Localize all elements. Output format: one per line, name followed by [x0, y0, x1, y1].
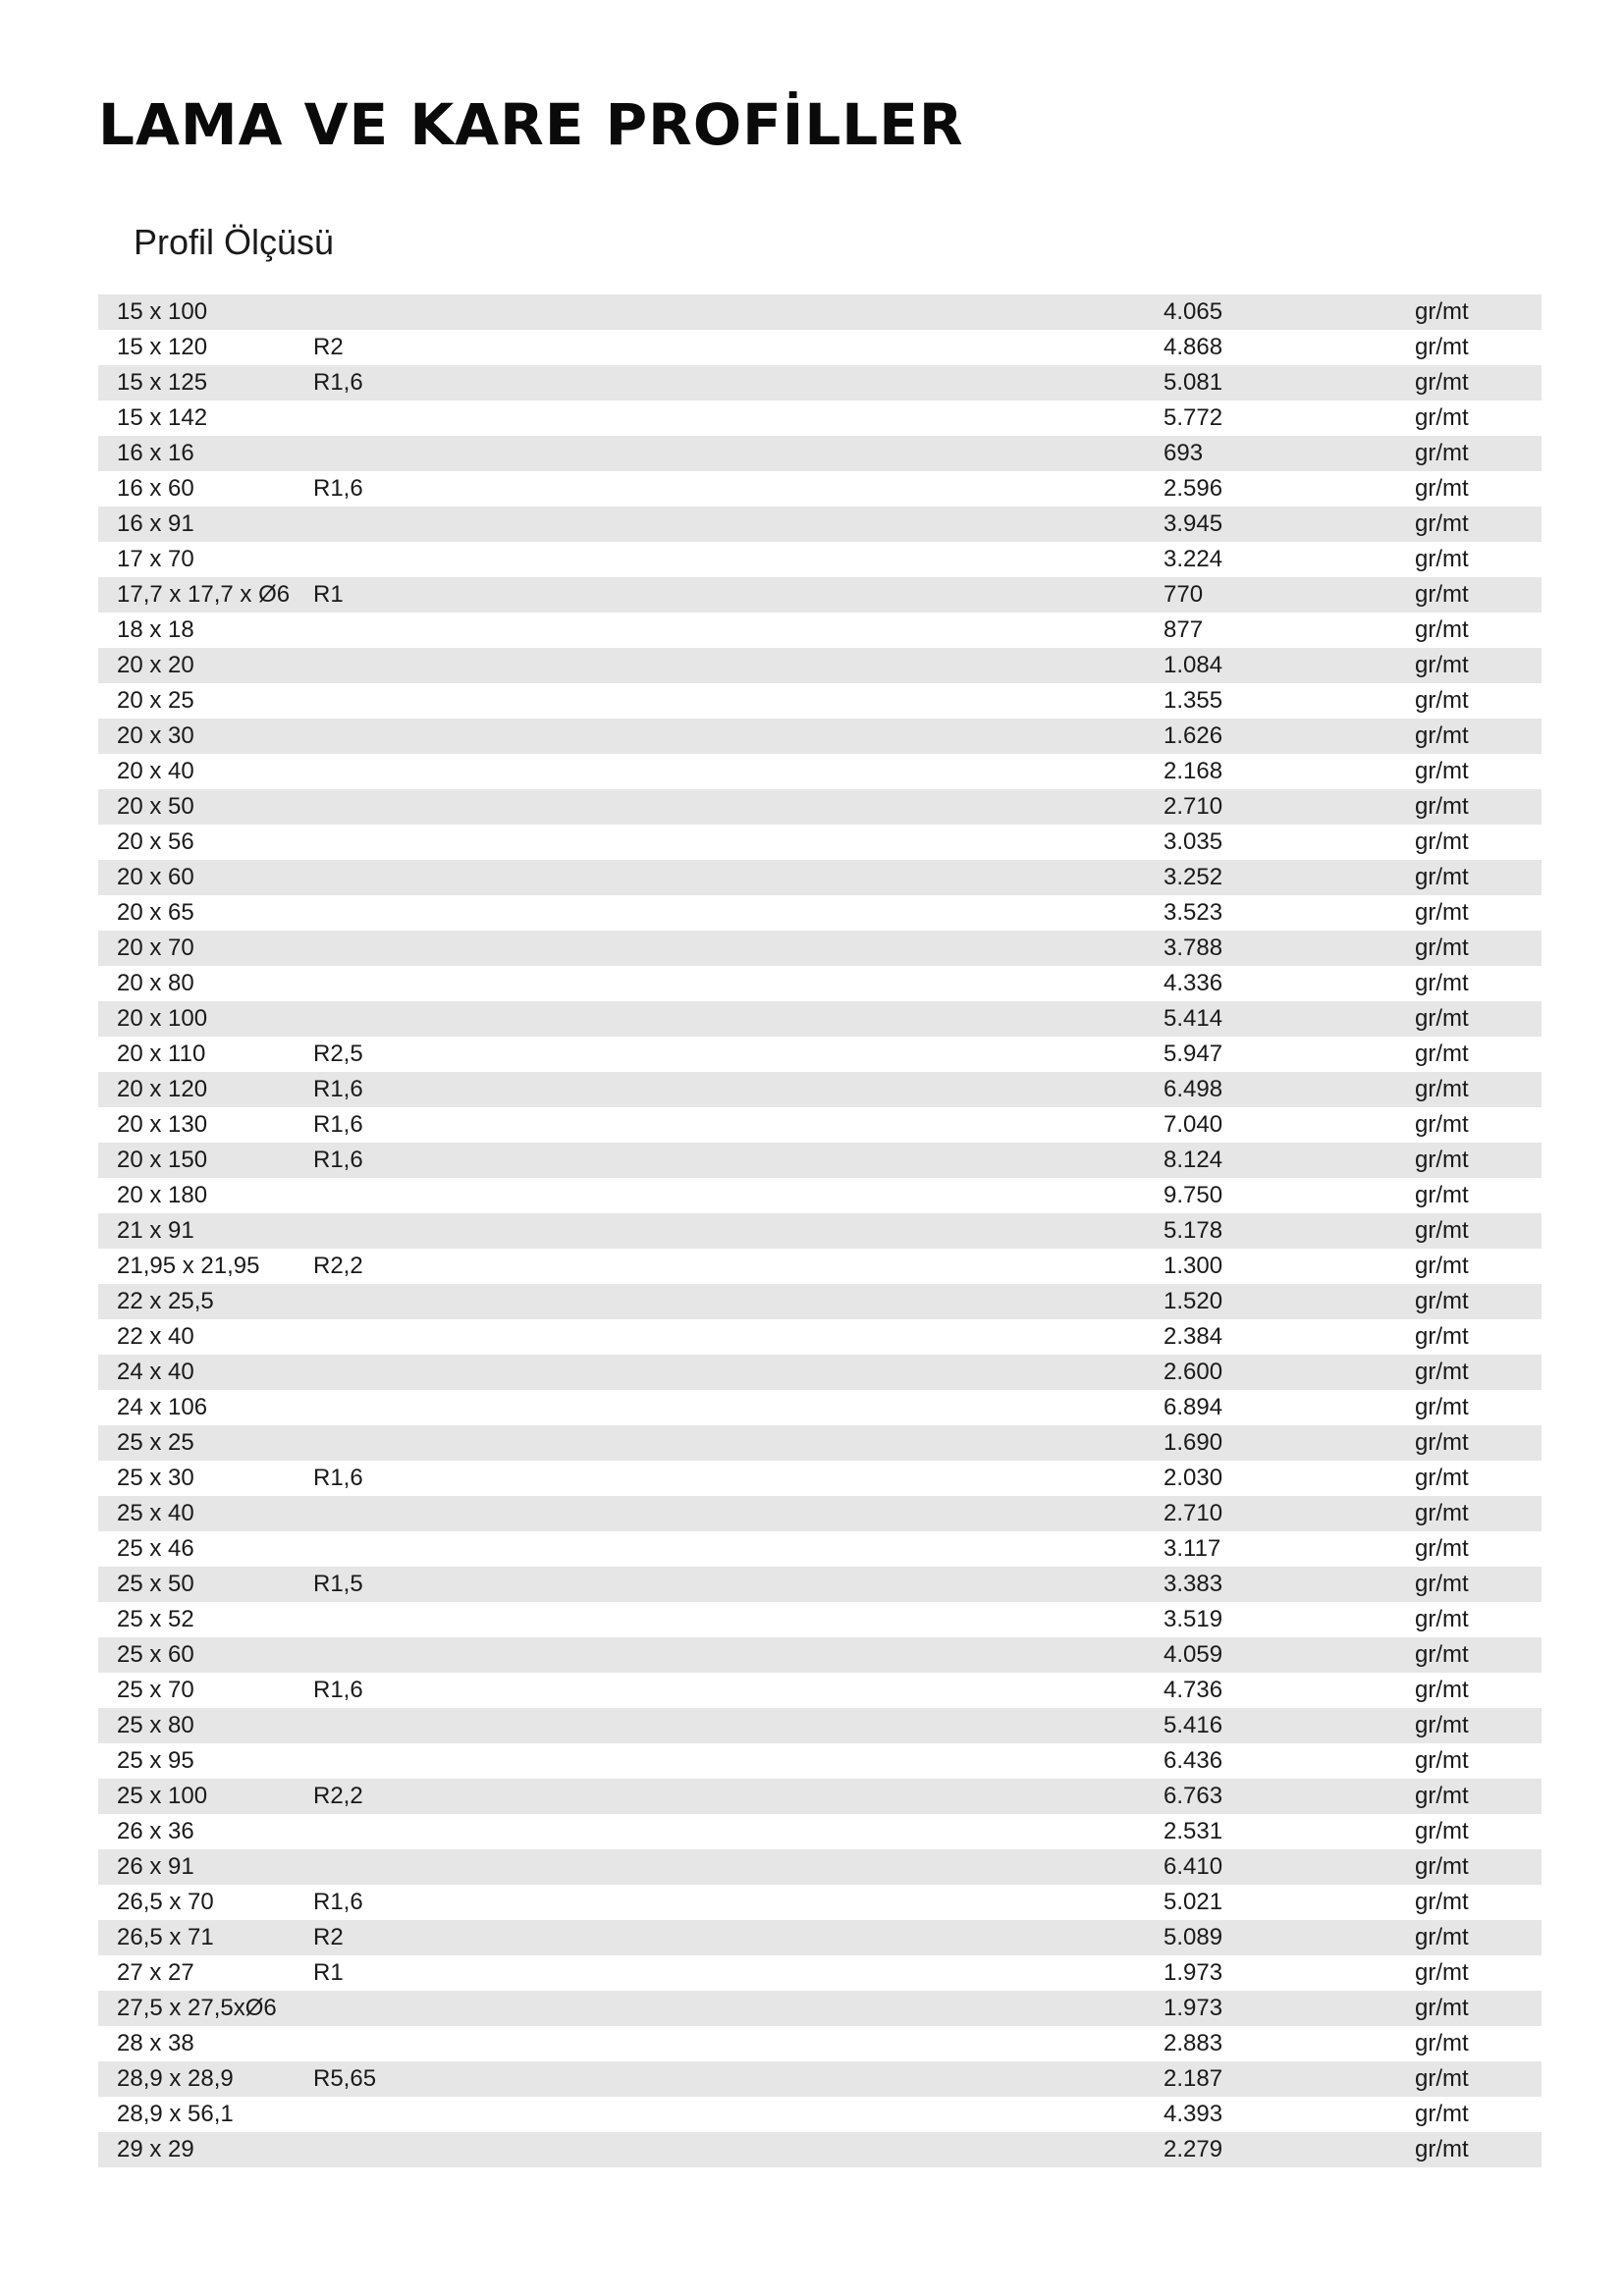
profile-size-cell: 20 x 60 — [117, 864, 194, 890]
unit-cell: gr/mt — [1415, 369, 1469, 396]
profile-size-cell: 16 x 16 — [117, 440, 194, 466]
unit-cell: gr/mt — [1415, 793, 1469, 820]
profile-size-cell: 25 x 100 — [117, 1783, 208, 1809]
profile-size-cell: 21,95 x 21,95 — [117, 1253, 260, 1279]
weight-cell: 3.252 — [1164, 864, 1223, 890]
table-row — [98, 1955, 1542, 1991]
table-row — [98, 613, 1542, 648]
unit-cell: gr/mt — [1415, 475, 1469, 502]
profile-size-cell: 20 x 30 — [117, 722, 194, 749]
unit-cell: gr/mt — [1415, 1394, 1469, 1420]
radius-cell: R1,6 — [313, 1677, 363, 1703]
table-row — [98, 1743, 1542, 1779]
table-row — [98, 1319, 1542, 1355]
table-row — [98, 365, 1542, 400]
table-row — [98, 1849, 1542, 1885]
table-row — [98, 931, 1542, 966]
weight-cell: 4.393 — [1164, 2101, 1223, 2127]
unit-cell: gr/mt — [1415, 1535, 1469, 1562]
radius-cell: R1 — [313, 1959, 344, 1986]
radius-cell: R1 — [313, 581, 344, 608]
profile-size-cell: 26 x 91 — [117, 1853, 194, 1880]
radius-cell: R1,6 — [313, 369, 363, 396]
weight-cell: 2.030 — [1164, 1465, 1223, 1491]
table-row — [98, 2061, 1542, 2097]
weight-cell: 3.035 — [1164, 828, 1223, 855]
weight-cell: 6.763 — [1164, 1783, 1223, 1809]
unit-cell: gr/mt — [1415, 1677, 1469, 1703]
unit-cell: gr/mt — [1415, 1924, 1469, 1950]
unit-cell: gr/mt — [1415, 1288, 1469, 1314]
unit-cell: gr/mt — [1415, 440, 1469, 466]
weight-cell: 3.523 — [1164, 899, 1223, 926]
profile-size-cell: 27,5 x 27,5xØ6 — [117, 1995, 277, 2021]
weight-cell: 1.520 — [1164, 1288, 1223, 1314]
unit-cell: gr/mt — [1415, 2030, 1469, 2056]
profile-size-cell: 20 x 40 — [117, 758, 194, 784]
profile-size-cell: 16 x 91 — [117, 510, 194, 537]
profile-size-cell: 15 x 120 — [117, 334, 208, 360]
table-row — [98, 294, 1542, 330]
table-row — [98, 1249, 1542, 1284]
weight-cell: 3.224 — [1164, 546, 1223, 572]
profile-size-cell: 29 x 29 — [117, 2136, 194, 2163]
unit-cell: gr/mt — [1415, 1429, 1469, 1456]
profile-size-cell: 27 x 27 — [117, 1959, 194, 1986]
profile-size-cell: 28,9 x 56,1 — [117, 2101, 234, 2127]
table-row — [98, 400, 1542, 436]
profile-size-cell: 28 x 38 — [117, 2030, 194, 2056]
profile-size-cell: 20 x 180 — [117, 1182, 208, 1208]
weight-cell: 1.355 — [1164, 687, 1223, 714]
table-row — [98, 789, 1542, 825]
table-row — [98, 683, 1542, 719]
weight-cell: 9.750 — [1164, 1182, 1223, 1208]
weight-cell: 877 — [1164, 616, 1204, 643]
unit-cell: gr/mt — [1415, 1818, 1469, 1844]
weight-cell: 2.883 — [1164, 2030, 1223, 2056]
unit-cell: gr/mt — [1415, 1606, 1469, 1632]
table-row — [98, 1213, 1542, 1249]
weight-cell: 2.710 — [1164, 793, 1223, 820]
weight-cell: 2.279 — [1164, 2136, 1223, 2163]
weight-cell: 2.384 — [1164, 1323, 1223, 1350]
weight-cell: 5.178 — [1164, 1217, 1223, 1244]
radius-cell: R1,6 — [313, 1076, 363, 1102]
profile-size-cell: 25 x 30 — [117, 1465, 194, 1491]
profile-size-cell: 25 x 25 — [117, 1429, 194, 1456]
weight-cell: 2.596 — [1164, 475, 1223, 502]
table-row — [98, 648, 1542, 683]
table-row — [98, 825, 1542, 860]
table-row — [98, 895, 1542, 931]
unit-cell: gr/mt — [1415, 864, 1469, 890]
radius-cell: R1,5 — [313, 1571, 363, 1597]
weight-cell: 770 — [1164, 581, 1204, 608]
table-row — [98, 1602, 1542, 1637]
profile-size-cell: 25 x 46 — [117, 1535, 194, 1562]
table-row — [98, 1708, 1542, 1743]
weight-cell: 5.081 — [1164, 369, 1223, 396]
unit-cell: gr/mt — [1415, 970, 1469, 996]
radius-cell: R1,6 — [313, 1889, 363, 1915]
weight-cell: 8.124 — [1164, 1147, 1223, 1173]
profile-size-cell: 25 x 70 — [117, 1677, 194, 1703]
unit-cell: gr/mt — [1415, 1853, 1469, 1880]
unit-cell: gr/mt — [1415, 1253, 1469, 1279]
table-row — [98, 1072, 1542, 1107]
profile-size-cell: 22 x 25,5 — [117, 1288, 214, 1314]
radius-cell: R2 — [313, 334, 344, 360]
unit-cell: gr/mt — [1415, 1217, 1469, 1244]
radius-cell: R2,5 — [313, 1041, 363, 1067]
weight-cell: 693 — [1164, 440, 1204, 466]
weight-cell: 4.736 — [1164, 1677, 1223, 1703]
table-row — [98, 1673, 1542, 1708]
radius-cell: R2,2 — [313, 1783, 363, 1809]
profile-size-cell: 20 x 150 — [117, 1147, 208, 1173]
unit-cell: gr/mt — [1415, 1571, 1469, 1597]
weight-cell: 5.947 — [1164, 1041, 1223, 1067]
weight-cell: 1.626 — [1164, 722, 1223, 749]
unit-cell: gr/mt — [1415, 510, 1469, 537]
profile-size-cell: 28,9 x 28,9 — [117, 2065, 234, 2092]
unit-cell: gr/mt — [1415, 758, 1469, 784]
profile-size-cell: 17 x 70 — [117, 546, 194, 572]
weight-cell: 5.021 — [1164, 1889, 1223, 1915]
unit-cell: gr/mt — [1415, 687, 1469, 714]
weight-cell: 5.772 — [1164, 404, 1223, 431]
profile-size-cell: 25 x 60 — [117, 1641, 194, 1668]
table-row — [98, 860, 1542, 895]
table-row — [98, 1779, 1542, 1814]
radius-cell: R1,6 — [313, 1465, 363, 1491]
weight-cell: 2.710 — [1164, 1500, 1223, 1526]
weight-cell: 4.336 — [1164, 970, 1223, 996]
weight-cell: 1.973 — [1164, 1995, 1223, 2021]
table-row — [98, 1814, 1542, 1849]
unit-cell: gr/mt — [1415, 1712, 1469, 1738]
unit-cell: gr/mt — [1415, 1182, 1469, 1208]
table-row — [98, 2132, 1542, 2167]
weight-cell: 2.531 — [1164, 1818, 1223, 1844]
unit-cell: gr/mt — [1415, 722, 1469, 749]
weight-cell: 4.065 — [1164, 298, 1223, 325]
profile-size-cell: 24 x 40 — [117, 1359, 194, 1385]
weight-cell: 7.040 — [1164, 1111, 1223, 1138]
profile-size-cell: 24 x 106 — [117, 1394, 208, 1420]
profile-size-cell: 26 x 36 — [117, 1818, 194, 1844]
profile-size-cell: 16 x 60 — [117, 475, 194, 502]
unit-cell: gr/mt — [1415, 298, 1469, 325]
unit-cell: gr/mt — [1415, 2136, 1469, 2163]
profile-size-cell: 20 x 70 — [117, 934, 194, 961]
unit-cell: gr/mt — [1415, 1076, 1469, 1102]
table-row — [98, 1001, 1542, 1037]
table-row — [98, 719, 1542, 754]
profile-size-cell: 20 x 100 — [117, 1005, 208, 1032]
weight-cell: 3.117 — [1164, 1535, 1221, 1562]
table-row — [98, 1390, 1542, 1425]
weight-cell: 4.059 — [1164, 1641, 1223, 1668]
profile-size-cell: 20 x 110 — [117, 1041, 206, 1067]
weight-cell: 1.300 — [1164, 1253, 1223, 1279]
profile-size-cell: 15 x 142 — [117, 404, 208, 431]
unit-cell: gr/mt — [1415, 1465, 1469, 1491]
unit-cell: gr/mt — [1415, 2065, 1469, 2092]
profile-size-cell: 15 x 100 — [117, 298, 208, 325]
weight-cell: 5.414 — [1164, 1005, 1223, 1032]
profile-size-cell: 22 x 40 — [117, 1323, 194, 1350]
profile-size-cell: 20 x 25 — [117, 687, 194, 714]
unit-cell: gr/mt — [1415, 1359, 1469, 1385]
weight-cell: 2.168 — [1164, 758, 1223, 784]
weight-cell: 6.410 — [1164, 1853, 1223, 1880]
table-row — [98, 2097, 1542, 2132]
unit-cell: gr/mt — [1415, 1500, 1469, 1526]
unit-cell: gr/mt — [1415, 546, 1469, 572]
profile-size-cell: 26,5 x 71 — [117, 1924, 214, 1950]
unit-cell: gr/mt — [1415, 1783, 1469, 1809]
weight-cell: 6.436 — [1164, 1747, 1223, 1774]
table-row — [98, 1178, 1542, 1213]
weight-cell: 2.600 — [1164, 1359, 1223, 1385]
unit-cell: gr/mt — [1415, 1747, 1469, 1774]
profile-size-cell: 21 x 91 — [117, 1217, 194, 1244]
table-row — [98, 1461, 1542, 1496]
weight-cell: 3.945 — [1164, 510, 1223, 537]
profile-size-cell: 25 x 52 — [117, 1606, 194, 1632]
unit-cell: gr/mt — [1415, 1041, 1469, 1067]
unit-cell: gr/mt — [1415, 1889, 1469, 1915]
radius-cell: R1,6 — [313, 1147, 363, 1173]
radius-cell: R1,6 — [313, 475, 363, 502]
profile-size-cell: 20 x 56 — [117, 828, 194, 855]
table-row — [98, 1637, 1542, 1673]
weight-cell: 6.498 — [1164, 1076, 1223, 1102]
table-row — [98, 1425, 1542, 1461]
weight-cell: 5.416 — [1164, 1712, 1223, 1738]
profile-size-cell: 20 x 65 — [117, 899, 194, 926]
unit-cell: gr/mt — [1415, 934, 1469, 961]
unit-cell: gr/mt — [1415, 1147, 1469, 1173]
radius-cell: R2,2 — [313, 1253, 363, 1279]
profile-size-cell: 25 x 80 — [117, 1712, 194, 1738]
profile-size-cell: 25 x 40 — [117, 1500, 194, 1526]
table-row — [98, 507, 1542, 542]
unit-cell: gr/mt — [1415, 899, 1469, 926]
table-row — [98, 1107, 1542, 1143]
profile-size-cell: 20 x 50 — [117, 793, 194, 820]
radius-cell: R1,6 — [313, 1111, 363, 1138]
unit-cell: gr/mt — [1415, 652, 1469, 678]
profile-size-cell: 20 x 80 — [117, 970, 194, 996]
profile-size-cell: 20 x 120 — [117, 1076, 208, 1102]
weight-cell: 1.690 — [1164, 1429, 1223, 1456]
table-row — [98, 754, 1542, 789]
profile-size-cell: 20 x 20 — [117, 652, 194, 678]
table-row — [98, 436, 1542, 471]
unit-cell: gr/mt — [1415, 616, 1469, 643]
table-row — [98, 542, 1542, 577]
unit-cell: gr/mt — [1415, 1959, 1469, 1986]
unit-cell: gr/mt — [1415, 404, 1469, 431]
table-row — [98, 1355, 1542, 1390]
table-row — [98, 966, 1542, 1001]
table-row — [98, 1037, 1542, 1072]
weight-cell: 4.868 — [1164, 334, 1223, 360]
weight-cell: 1.084 — [1164, 652, 1223, 678]
weight-cell: 3.788 — [1164, 934, 1223, 961]
unit-cell: gr/mt — [1415, 1111, 1469, 1138]
unit-cell: gr/mt — [1415, 1641, 1469, 1668]
unit-cell: gr/mt — [1415, 1995, 1469, 2021]
table-row — [98, 1496, 1542, 1531]
table-row — [98, 2026, 1542, 2061]
unit-cell: gr/mt — [1415, 1323, 1469, 1350]
table-row — [98, 330, 1542, 365]
column-header-profile-size: Profil Ölçüsü — [134, 222, 335, 262]
unit-cell: gr/mt — [1415, 334, 1469, 360]
weight-cell: 1.973 — [1164, 1959, 1223, 1986]
unit-cell: gr/mt — [1415, 1005, 1469, 1032]
weight-cell: 3.519 — [1164, 1606, 1223, 1632]
radius-cell: R2 — [313, 1924, 344, 1950]
page-title: LAMA VE KARE PROFİLLER — [98, 91, 964, 158]
table-row — [98, 1143, 1542, 1178]
unit-cell: gr/mt — [1415, 2101, 1469, 2127]
profile-size-cell: 26,5 x 70 — [117, 1889, 214, 1915]
profile-size-cell: 15 x 125 — [117, 369, 208, 396]
profile-table — [98, 294, 1542, 2167]
table-row — [98, 1284, 1542, 1319]
weight-cell: 2.187 — [1164, 2065, 1223, 2092]
table-row — [98, 1885, 1542, 1920]
table-row — [98, 1567, 1542, 1602]
profile-size-cell: 17,7 x 17,7 x Ø6 — [117, 581, 291, 608]
weight-cell: 3.383 — [1164, 1571, 1223, 1597]
profile-size-cell: 20 x 130 — [117, 1111, 208, 1138]
profile-size-cell: 18 x 18 — [117, 616, 194, 643]
unit-cell: gr/mt — [1415, 581, 1469, 608]
unit-cell: gr/mt — [1415, 828, 1469, 855]
profile-size-cell: 25 x 95 — [117, 1747, 194, 1774]
table-row — [98, 1991, 1542, 2026]
table-row — [98, 577, 1542, 613]
table-row — [98, 471, 1542, 507]
weight-cell: 5.089 — [1164, 1924, 1223, 1950]
weight-cell: 6.894 — [1164, 1394, 1223, 1420]
table-row — [98, 1920, 1542, 1955]
profile-size-cell: 25 x 50 — [117, 1571, 194, 1597]
radius-cell: R5,65 — [313, 2065, 377, 2092]
table-row — [98, 1531, 1542, 1567]
